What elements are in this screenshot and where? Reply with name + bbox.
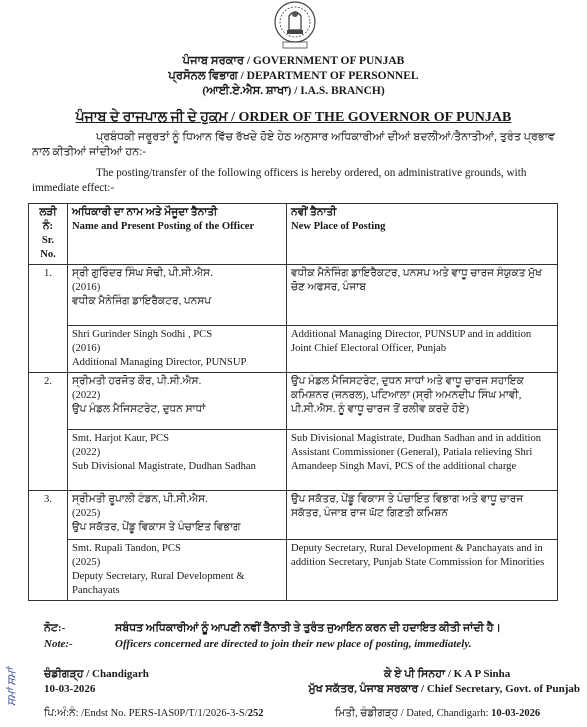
table-row — [29, 540, 558, 601]
header-sr — [29, 204, 68, 265]
endorsement-line — [44, 708, 263, 720]
table-row — [29, 373, 558, 430]
header-sr-pa: ਲੜੀ ਨੰ: — [39, 207, 57, 232]
table-row — [29, 265, 558, 326]
header-new-pa: ਨਵੀਂ ਤੈਨਾਤੀ — [291, 207, 337, 218]
government-emblem-icon — [265, 0, 325, 50]
footer-date: 10-03-2026 — [44, 683, 96, 695]
row-name-pa: ਸ੍ਰੀਮਤੀ ਹਰਜੋਤ ਕੌਰ, ਪੀ.ਸੀ.ਐਸ. (2022) ਉਪ ਮੰਡਲ ਮੈਜਿਸਟਰੇਟ, ਦੁਧਨ ਸਾਧਾਂ — [68, 373, 287, 430]
row-new-pa: ਉਪ ਮੰਡਲ ਮੈਜਿਸਟਰੇਟ, ਦੁਧਨ ਸਾਧਾਂ ਅਤੇ ਵਾਧੂ ਚਾਰਜ ਸਹਾਇਕ ਕਮਿਸ਼ਨਰ (ਜਨਰਲ), ਪਟਿਆਲਾ (ਸ੍ਰੀ ਅਮਨਦੀਪ ਸਿੰਘ ਮਾਵੀ, ਪੀ.ਸੀ.ਐਸ. ਨੂੰ ਵਾਧੂ ਚਾਰਜ ਤੋਂ ਰਲੀਵ ਕਰਦੇ ਹੋਏ) — [287, 373, 558, 430]
row-sr: 2. — [29, 373, 68, 491]
header-name-pa: ਅਧਿਕਾਰੀ ਦਾ ਨਾਮ ਅਤੇ ਮੌਜੂਦਾ ਤੈਨਾਤੀ — [72, 207, 218, 218]
signatory-designation: ਮੁੱਖ ਸਕੱਤਰ, ਪੰਜਾਬ ਸਰਕਾਰ / Chief Secretary, Govt. of Punjab — [308, 683, 580, 695]
note-label-en: Note:- — [44, 638, 73, 650]
row-name-en: Shri Gurinder Singh Sodhi , PCS (2016) Additional Managing Director, PUNSUP — [68, 326, 287, 373]
header-name — [68, 204, 287, 265]
note-text-pa: ਸਬੰਧਤ ਅਧਿਕਾਰੀਆਂ ਨੂੰ ਆਪਣੀ ਨਵੀਂ ਤੈਨਾਤੀ ਤੇ ਤੁਰੰਤ ਜੁਆਇਨ ਕਰਨ ਦੀ ਹਦਾਇਤ ਕੀਤੀ ਜਾਂਦੀ ਹੈ। — [115, 622, 501, 634]
signatory-name: ਕੇ ਏ ਪੀ ਸਿਨਹਾ / K A P Sinha — [384, 668, 511, 680]
order-title: ਪੰਜਾਬ ਦੇ ਰਾਜਪਾਲ ਜੀ ਦੇ ਹੁਕਮ / ORDER OF THE GOVERNOR OF PUNJAB — [75, 110, 512, 125]
header-line-department: ਪ੍ਰਸੋਨਲ ਵਿਭਾਗ / DEPARTMENT OF PERSONNEL — [168, 70, 419, 82]
intro-english: The posting/transfer of the following officers is hereby ordered, on administrative grounds, with immediate effect:- — [32, 167, 527, 194]
endst-number: 252 — [247, 708, 264, 719]
table-row — [29, 326, 558, 373]
margin-handwriting — [2, 628, 28, 708]
endst-label: ਪਿ:ਅੰ:ਨੰ: /Endst No. PERS-IAS0P/T/1/2026-3-S/ — [44, 708, 248, 719]
header-new — [287, 204, 558, 265]
row-sr: 1. — [29, 265, 68, 373]
note-label-pa: ਨੋਟ:- — [44, 622, 66, 634]
dated-label: ਮਿਤੀ, ਚੰਡੀਗੜ੍ਹ / Dated, Chandigarh: — [335, 708, 489, 719]
row-new-en: Additional Managing Director, PUNSUP and in addition Joint Chief Electoral Officer, Punjab — [287, 326, 558, 373]
row-new-pa: ਉਪ ਸਕੱਤਰ, ਪੇਂਡੂ ਵਿਕਾਸ ਤੇ ਪੰਚਾਇਤ ਵਿਭਾਗ ਅਤੇ ਵਾਧੂ ਚਾਰਜ ਸਕੱਤਰ, ਪੰਜਾਬ ਰਾਜ ਘੱਟ ਗਿਣਤੀ ਕਮਿਸ਼ਨ — [287, 491, 558, 540]
header-line-government: ਪੰਜਾਬ ਸਰਕਾਰ / GOVERNMENT OF PUNJAB — [182, 55, 405, 67]
row-name-pa: ਸ੍ਰੀਮਤੀ ਰੂਪਾਲੀ ਟੰਡਨ, ਪੀ.ਸੀ.ਐਸ. (2025) ਉਪ ਸਕੱਤਰ, ਪੇਂਡੂ ਵਿਕਾਸ ਤੇ ਪੰਚਾਇਤ ਵਿਭਾਗ — [68, 491, 287, 540]
header-name-en: Name and Present Posting of the Officer — [72, 221, 255, 232]
table-row — [29, 430, 558, 491]
header-sr-en: Sr. No. — [40, 235, 56, 260]
intro-punjabi: ਪ੍ਰਬੰਧਕੀ ਜਰੂਰਤਾਂ ਨੂੰ ਧਿਆਨ ਵਿੱਚ ਰੱਖਦੇ ਹੋਏ ਹੇਠ ਅਨੁਸਾਰ ਅਧਿਕਾਰੀਆਂ ਦੀਆਂ ਬਦਲੀਆਂ/ਤੈਨਾਤੀਆਂ, ਤੁਰੰਤ ਪ੍ਰਭਾਵ ਨਾਲ ਕੀਤੀਆਂ ਜਾਂਦੀਆਂ ਹਨ:- — [32, 131, 556, 158]
margin-handwriting-text: ਸਮਾਂ ਸਮਾਂ — [6, 667, 18, 706]
dated-line — [335, 708, 540, 720]
table-row — [29, 491, 558, 540]
postings-table — [28, 203, 558, 601]
row-new-pa: ਵਧੀਕ ਮੈਨੇਜਿੰਗ ਡਾਇਰੈਕਟਰ, ਪਨਸਪ ਅਤੇ ਵਾਧੂ ਚਾਰਜ ਸੰਯੁਕਤ ਮੁੱਖ ਚੋਣ ਅਫਸਰ, ਪੰਜਾਬ — [287, 265, 558, 326]
header-new-en: New Place of Posting — [291, 221, 386, 232]
row-new-en: Deputy Secretary, Rural Development & Panchayats and in addition Secretary, Punjab State Commission for Minorities — [287, 540, 558, 601]
dated-value: 10-03-2026 — [491, 708, 541, 719]
footer-place: ਚੰਡੀਗੜ੍ਹ / Chandigarh — [44, 668, 149, 680]
row-name-en: Smt. Rupali Tandon, PCS (2025) Deputy Secretary, Rural Development & Panchayats — [68, 540, 287, 601]
table-header-row — [29, 204, 558, 265]
note-text-en: Officers concerned are directed to join their new place of posting, immediately. — [115, 638, 472, 650]
row-name-en: Smt. Harjot Kaur, PCS (2022) Sub Divisional Magistrate, Dudhan Sadhan — [68, 430, 287, 491]
row-name-pa: ਸ੍ਰੀ ਗੁਰਿੰਦਰ ਸਿੰਘ ਸੋਢੀ, ਪੀ.ਸੀ.ਐਸ. (2016) ਵਧੀਕ ਮੈਨੇਜਿੰਗ ਡਾਇਰੈਕਟਰ, ਪਨਸਪ — [68, 265, 287, 326]
row-new-en: Sub Divisional Magistrate, Dudhan Sadhan and in addition Assistant Commissioner (General), Patiala relieving Shri Amandeep Singh Mavi, PCS of the additional charge — [287, 430, 558, 491]
header-line-branch: (ਆਈ.ਏ.ਐਸ. ਸ਼ਾਖਾ) / I.A.S. BRANCH) — [202, 85, 385, 97]
row-sr: 3. — [29, 491, 68, 601]
